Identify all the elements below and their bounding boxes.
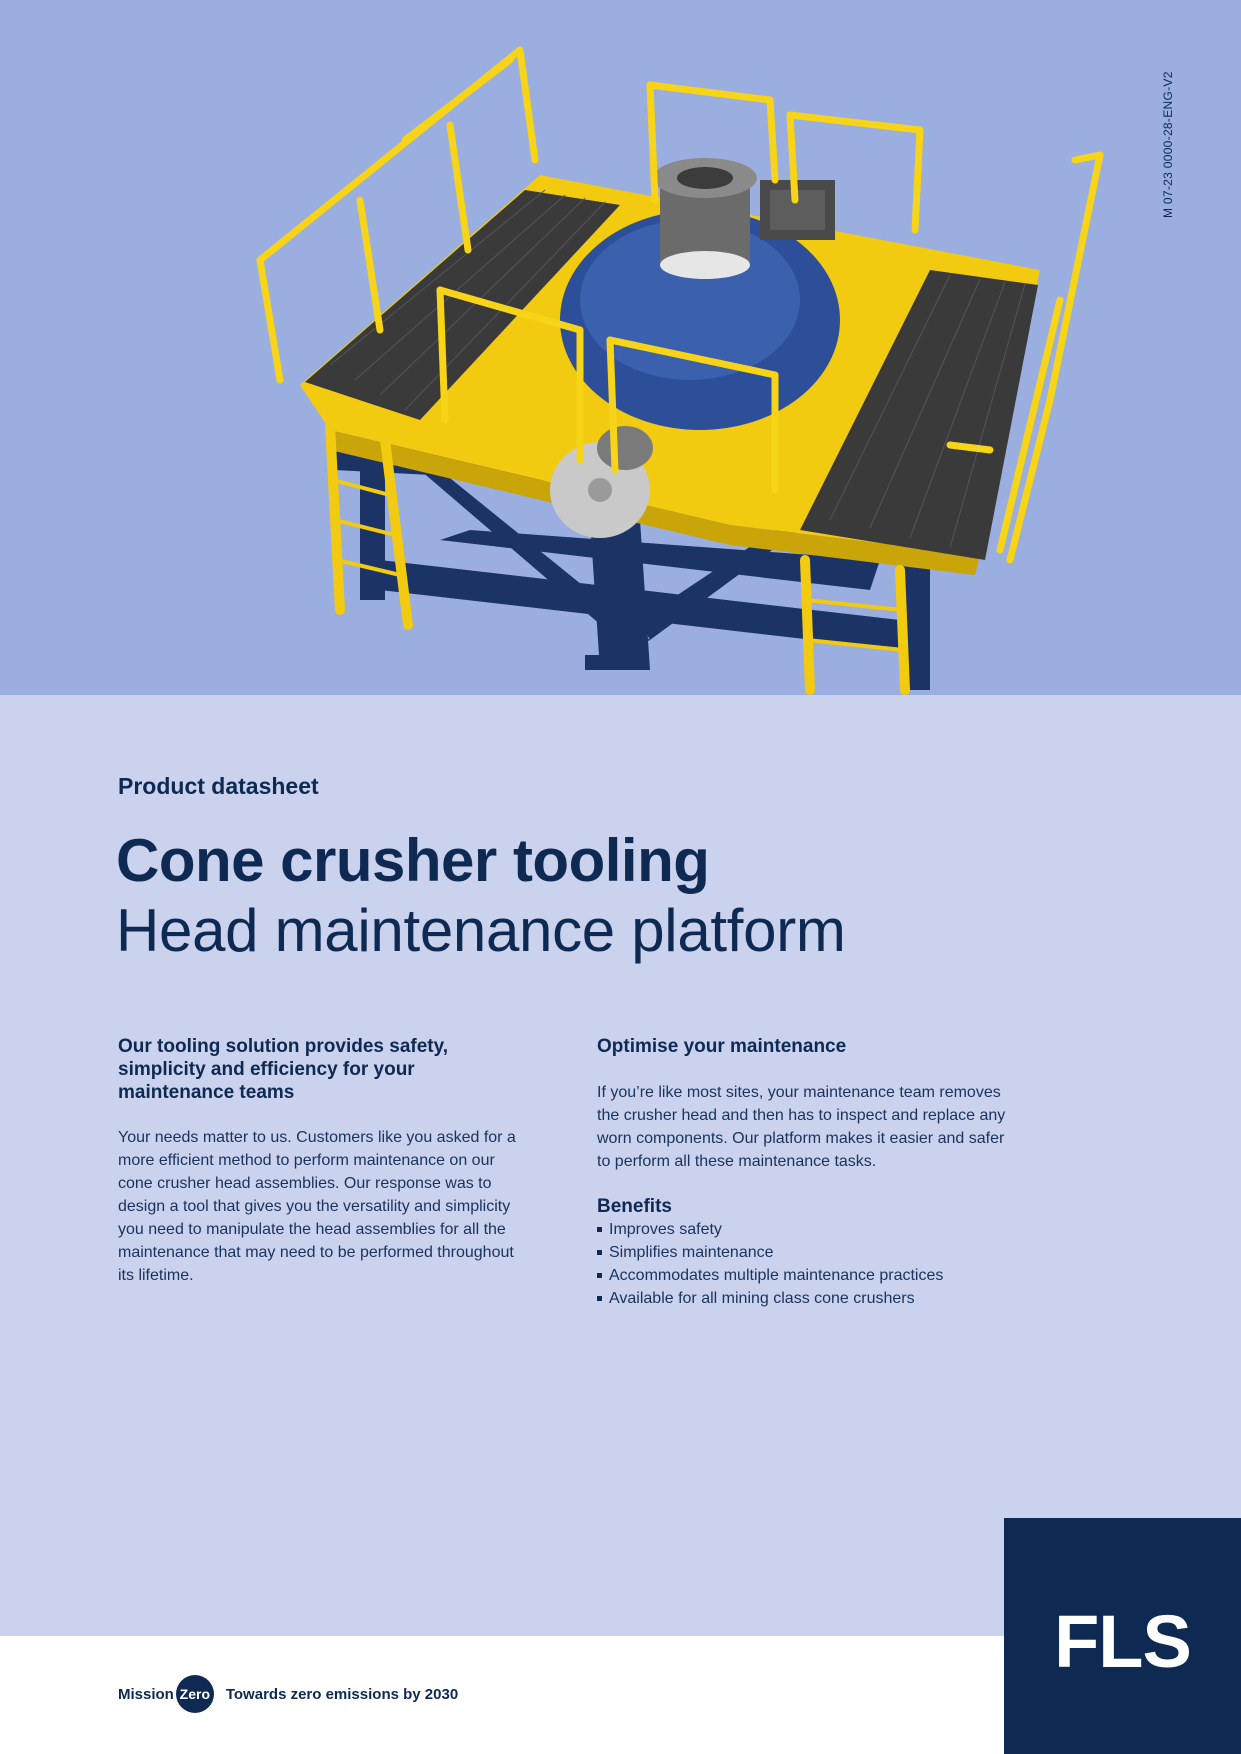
page-title: Cone crusher tooling (116, 827, 710, 894)
benefits-list (597, 1218, 1017, 1310)
right-column-body: If you’re like most sites, your maintenance team removes the crusher head and then has to inspect and replace any worn components. Our platform makes it easier and safer to perform all these maintenance tasks. (597, 1084, 1006, 1170)
document-code: M 07-23 0000-28-ENG-V2 (1161, 71, 1175, 219)
hero-section (0, 0, 1241, 695)
document-type-label: Product datasheet (118, 773, 319, 799)
left-column (118, 1035, 518, 1287)
page-subtitle: Head maintenance platform (116, 897, 846, 964)
benefit-item: Available for all mining class cone crushers (597, 1287, 1017, 1310)
right-column (597, 1035, 1017, 1310)
fls-logo-block (1004, 1518, 1241, 1754)
left-column-heading: Our tooling solution provides safety, simplicity and efficiency for your maintenance teams (118, 1036, 449, 1103)
benefits-heading: Benefits (597, 1196, 672, 1217)
benefit-item: Improves safety (597, 1218, 1017, 1241)
benefit-item: Simplifies maintenance (597, 1241, 1017, 1264)
zero-circle-logo: Zero (176, 1675, 214, 1713)
maintenance-platform-illustration (0, 0, 1241, 695)
mission-label: Mission (118, 1685, 174, 1703)
mission-zero-badge (118, 1676, 458, 1712)
right-column-heading: Optimise your maintenance (597, 1036, 847, 1057)
benefit-item: Accommodates multiple maintenance practices (597, 1264, 1017, 1287)
mission-tagline: Towards zero emissions by 2030 (225, 1685, 459, 1703)
left-column-body: Your needs matter to us. Customers like you asked for a more efficient method to perform maintenance on our cone crusher head assemblies. Our response was to design a tool that gives you the versatility and simplicity you need to manipulate the head assemblies for all the maintenance that may need to be performed throughout its lifetime. (118, 1129, 516, 1284)
fls-logo: FLS (1054, 1599, 1191, 1683)
